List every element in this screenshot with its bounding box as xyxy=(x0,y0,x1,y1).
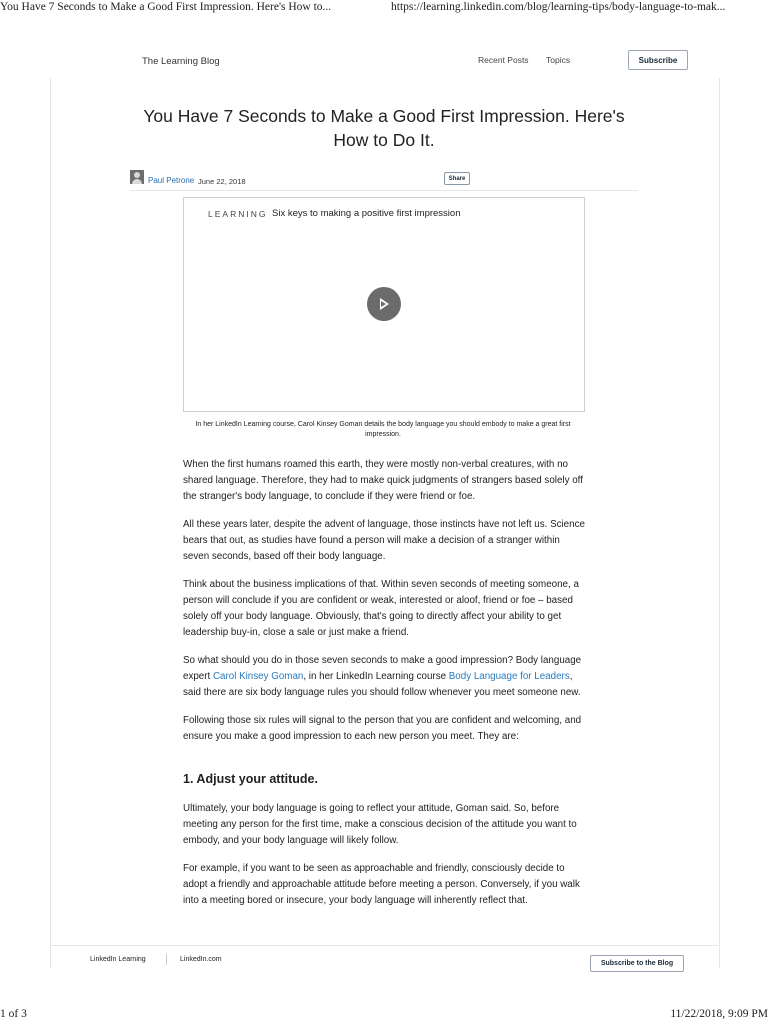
footer-subscribe-button[interactable]: Subscribe to the Blog xyxy=(590,955,684,972)
print-date: 11/22/2018, 9:09 PM xyxy=(670,1008,768,1020)
video-title: Six keys to making a positive first impression xyxy=(272,208,461,219)
blog-name-link[interactable]: The Learning Blog xyxy=(142,56,220,67)
paragraph-1: When the first humans roamed this earth, they were mostly non-verbal creatures, with no shared language. Therefore, they had to make quick judgments of strangers based solely off the stranger's body language, to conclude if they were friend or foe. xyxy=(183,459,583,502)
footer-linkedin-link[interactable]: LinkedIn.com xyxy=(180,956,222,963)
paragraph-4-text-middle: , in her LinkedIn Learning course xyxy=(303,671,449,682)
print-header xyxy=(0,0,768,22)
print-page-title: You Have 7 Seconds to Make a Good First Impression. Here's How to... xyxy=(0,1,332,13)
paragraph-4-text-start: So what should you do in those seven seconds to make a good impression? Body language expert xyxy=(183,655,582,682)
author-row xyxy=(130,170,638,191)
footer-linkedin-learning-link[interactable]: LinkedIn Learning xyxy=(90,956,146,963)
paragraph-2: All these years later, despite the advent of language, those instincts have not left us. Science bears that out, as studies have found a person will make a decision of a stranger within seven seconds, based off their body language. xyxy=(183,519,585,562)
video-brand-label: LEARNING xyxy=(208,209,268,219)
paragraph-4-text-end: , said there are six body language rules you should follow whenever you meet someone new. xyxy=(183,671,581,698)
video-caption: In her LinkedIn Learning course, Carol Kinsey Goman details the body language you should embody to make a great first impression. xyxy=(195,421,571,438)
page-count: 1 of 3 xyxy=(0,1008,27,1020)
footer-divider xyxy=(166,954,167,965)
paragraph-3: Think about the business implications of that. Within seven seconds of meeting someone, a person will conclude if you are confident or weak, interested or aloof, friend or foe – based solely off your body language. Obviously, that's going to directly affect your ability to get leadership buy-in, close a sale or just make a friend. xyxy=(183,579,579,638)
footer-bar xyxy=(50,945,718,972)
section-heading-1: 1. Adjust your attitude. xyxy=(183,772,318,786)
nav-topics[interactable]: Topics xyxy=(546,55,571,65)
carol-kinsey-goman-link[interactable]: Carol Kinsey Goman xyxy=(212,671,304,682)
video-player[interactable] xyxy=(183,197,585,412)
blog-nav xyxy=(0,50,768,74)
paragraph-6: Ultimately, your body language is going to reflect your attitude, Goman said. So, before meeting any person for the first time, make a conscious decision of the attitude you want to embody, and your body language will likely follow. xyxy=(183,803,577,846)
print-page-url: https://learning.linkedin.com/blog/learning-tips/body-language-to-mak... xyxy=(391,1,726,13)
author-link[interactable]: Paul Petrone xyxy=(148,176,195,185)
post-date: June 22, 2018 xyxy=(198,177,246,186)
article-title: You Have 7 Seconds to Make a Good First Impression. Here's How to Do It. xyxy=(143,106,625,150)
share-button[interactable]: Share xyxy=(444,172,470,185)
paragraph-7: For example, if you want to be seen as approachable and friendly, consciously decide to adopt a friendly and approachable attitude before meeting a person. Conversely, if you walk into a meeting bored or insecure, your body language will inherently reflect that. xyxy=(183,863,580,906)
body-language-course-link[interactable]: Body Language for Leaders xyxy=(448,671,570,682)
paragraph-5: Following those six rules will signal to the person that you are confident and welcoming, and ensure you make a good impression to each new person you meet. They are: xyxy=(183,715,582,742)
avatar xyxy=(130,170,144,184)
play-icon xyxy=(380,298,389,310)
paragraph-4 xyxy=(183,653,585,701)
article-body xyxy=(183,457,585,947)
subscribe-button[interactable]: Subscribe xyxy=(628,50,688,70)
play-button[interactable] xyxy=(367,287,401,321)
print-footer xyxy=(0,1008,768,1024)
nav-recent-posts[interactable]: Recent Posts xyxy=(478,55,529,65)
